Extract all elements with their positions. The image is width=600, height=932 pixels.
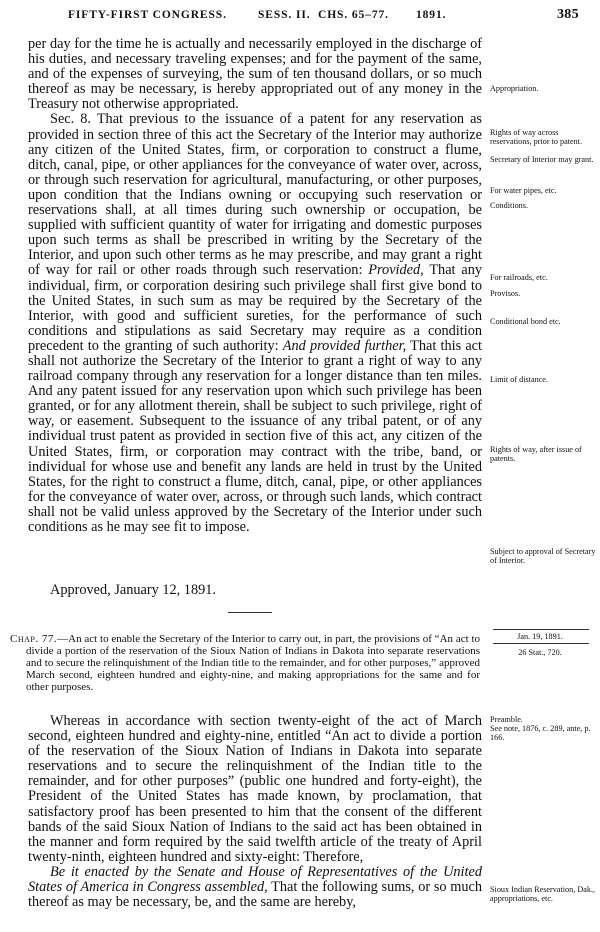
paragraph-text: Whereas in accordance with section twenty-eight of the act of March second, eighteen hundred and eighty-nine, entitled “An act to divide a portion of the reservation of the Sioux Nation of Indians in Dakota into separate reservations and to secure the relinquishment of the Indian title to the remainder, and for other purposes” (public one hundred and forty-eight), the President of the United States has made known, by proclamation, that satisfactory proof has been presented to him that the consent of the different bands of the said Sioux Nation of Indians to the said act has been obtained in the manner and form required by the said twelfth article of the treaty of April twenty-ninth, eighteen hundred and sixty-eight: Therefore, — [28, 713, 482, 865]
chapter-summary — [10, 633, 480, 693]
margin-note: Sioux Indian Reservation, Dak., appropriations, etc. — [490, 885, 596, 903]
enacting-clause: Be it enacted by the Senate and House of Representatives of the United States of America in Congress assembled, — [28, 863, 482, 896]
chapter-heading — [10, 633, 480, 693]
margin-note: Appropriation. — [490, 84, 539, 93]
chapters-label: CHS. 65–77. — [318, 9, 389, 21]
margin-note: Subject to approval of Secretary of Interior. — [490, 547, 596, 565]
margin-note: Conditional bond etc. — [490, 317, 561, 326]
paragraph — [28, 112, 482, 535]
chapter-number: Chap. 77. — [10, 633, 58, 645]
paragraph-text: per day for the time he is actually and necessarily employed in the discharge of his duties, and necessary traveling expenses; and for the payment of the same, and of the expenses of surveying, the sum of ten thousand dollars, or so much thereof as may be necessary, is hereby appropriated out of any money in the Treasury not otherwise appropriated. — [28, 36, 482, 113]
margin-note: Limit of distance. — [490, 375, 548, 384]
margin-note: Conditions. — [490, 201, 528, 210]
italic-phrase: Provided, — [368, 262, 424, 279]
divider — [228, 612, 272, 613]
margin-rule — [493, 643, 589, 644]
margin-note: Secretary of Interior may grant. — [490, 155, 594, 164]
paragraph-text: That the following sums, or so much thereof as may be necessary, be, and the same are hereby, — [28, 879, 482, 911]
section-label: Sec. 8. — [50, 111, 92, 128]
session-label: SESS. II. — [258, 9, 311, 21]
margin-rule — [493, 629, 589, 630]
section-text — [28, 37, 482, 535]
chapter-summary-text: —An act to enable the Secretary of the Interior to carry out, in part, the provisions of “An act to divide a portion of the reservation of the Sioux Nation of Indians in Dakota into separate reservations and to secure the relinquishment of the Indian title to the remainder, and for other purposes,” approved March second, eighteen hundred and eighty-nine, and making appropriations for the same and for other purposes. — [26, 633, 480, 693]
paragraph — [28, 37, 482, 112]
congress-label: FIFTY-FIRST CONGRESS. — [68, 9, 227, 21]
approved-date: Approved, January 12, 1891. — [50, 582, 216, 598]
approval-line — [28, 582, 482, 598]
italic-phrase: And provided further, — [282, 337, 407, 354]
page-number: 385 — [557, 7, 579, 22]
margin-citation: 26 Stat., 720. — [518, 648, 562, 657]
paragraph-text: That this act shall not authorize the Secretary of the Interior to grant a right of way to any railroad company through any reservation for a longer distance than ten miles. And any patent issued for any reservation upon which such privilege has been granted, or for any allotment therein, shall be subject to such privilege, right of way, or easement. Subsequent to the issuance of any tribal patent, or of any individual trust patent as provided in section five of this act, any citizen of the United States, firm, or corporation may contract with the tribe, band, or individual for whose use and benefit any lands are held in trust by the United States, for the right to construct a flume, ditch, canal, pipe, or other appliances for the conveyance of water over, across, or through such lands, which contract shall not be valid unless approved by the Secretary of the Interior under such conditions as he may see fit to impose. — [28, 337, 482, 535]
margin-note: Provisos. — [490, 289, 521, 298]
running-head — [0, 9, 600, 25]
paragraph — [28, 865, 482, 910]
paragraph-text: That previous to the issuance of a patent for any reservation as provided in section three of this act the Secretary of the Interior may authorize any citizen of the United States, firm, or corporation to construct a flume, ditch, canal, pipe, or other appliances for the conveyance of water over, across, or through such reservation for agricultural, manufacturing, or other purposes, upon condition that the Indians owning or occupying such reservation or reservations shall, at all times during such ownership or occupation, be supplied with sufficient quantity of water for irrigating and domestic purposes upon such terms as shall be prescribed in writing by the Secretary of the Interior, and upon such other terms as he may prescribe, and may grant a right of way for rail or other roads through such reservation: — [28, 111, 482, 279]
preamble-text — [28, 714, 482, 910]
margin-note: For railroads, etc. — [490, 273, 548, 282]
margin-date: Jan. 19, 1891. — [517, 632, 563, 641]
margin-note: See note, 1876, c. 289, ante, p. 166. — [490, 724, 591, 742]
paragraph — [28, 714, 482, 865]
margin-note: For water pipes, etc. — [490, 186, 557, 195]
paragraph-text: That any individual, firm, or corporation desiring such privilege shall first give bond to the United States, in such sum as may be required by the Secretary of the Interior, with good and sufficient sureties, for the performance of such conditions and stipulations as said Secretary may require as a condition precedent to the granting of such authority: — [28, 262, 482, 354]
year-label: 1891. — [416, 9, 447, 21]
margin-note: Preamble. — [490, 715, 523, 724]
margin-note: Rights of way across reservations, prior to patent. — [490, 128, 583, 146]
margin-note: Rights of way, after issue of patents. — [490, 445, 582, 463]
